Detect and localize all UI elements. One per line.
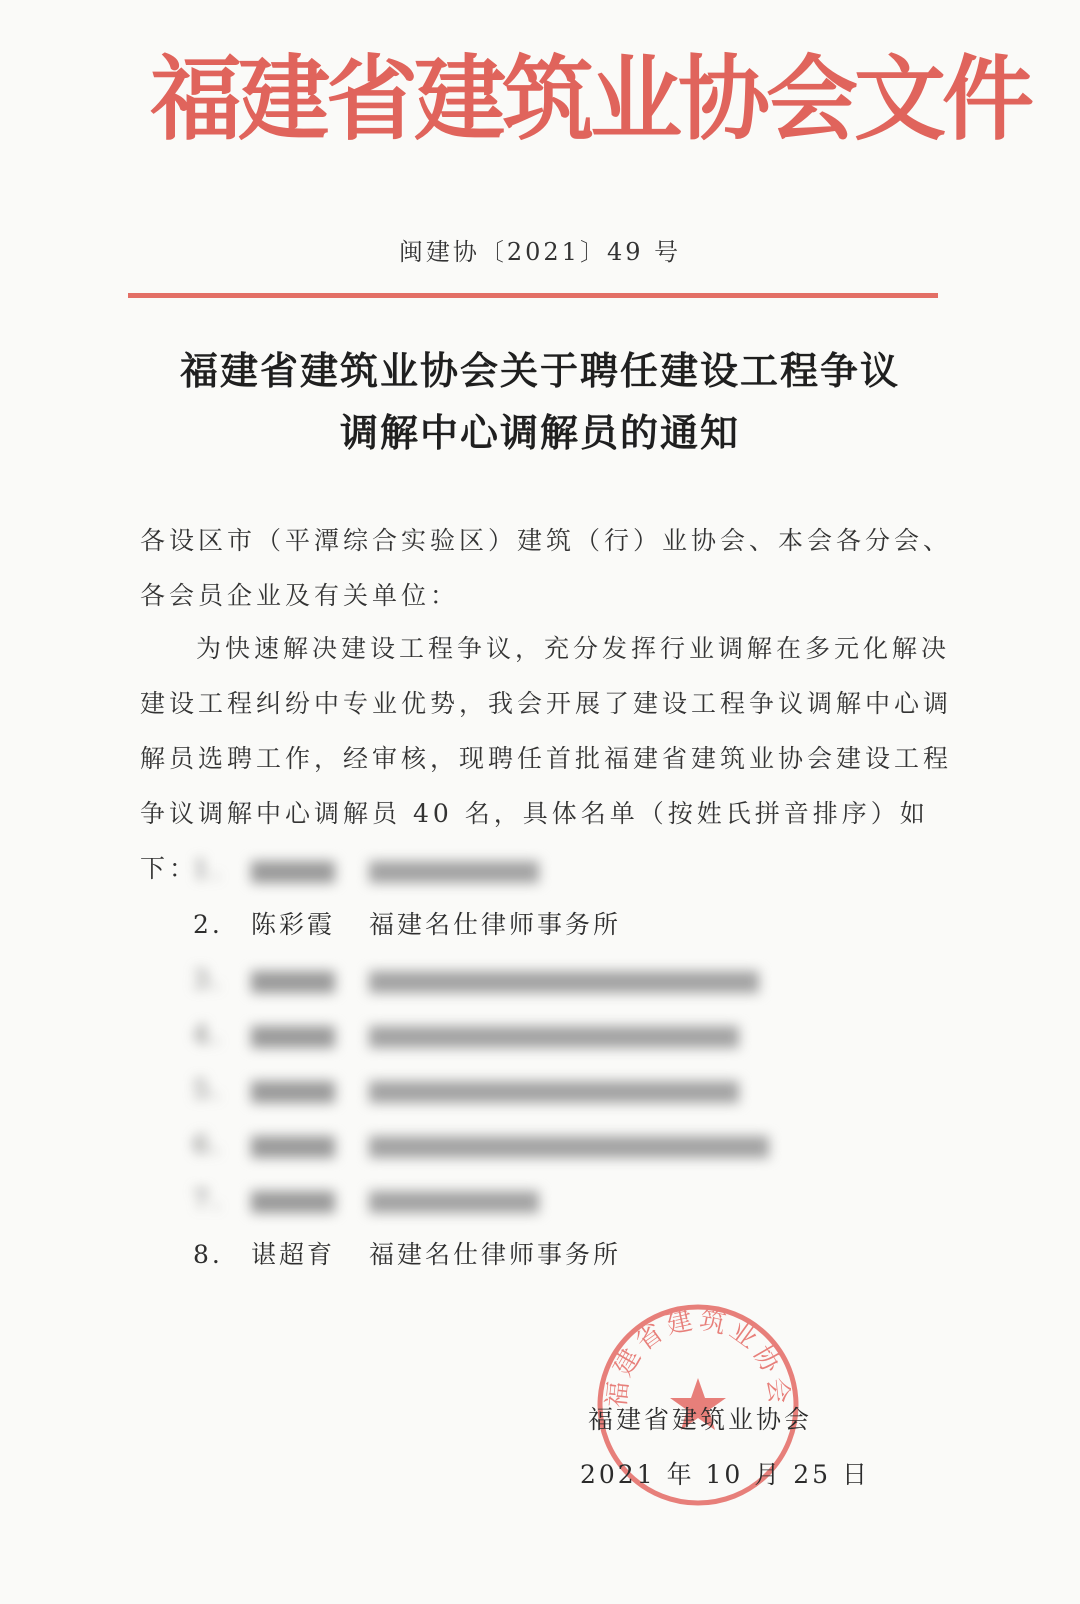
member-org [369, 1172, 539, 1227]
list-item [193, 1172, 893, 1227]
red-divider [128, 293, 938, 298]
member-name: 谌超育 [251, 1240, 336, 1269]
member-org [369, 1007, 739, 1062]
member-list [193, 842, 893, 1282]
list-item [193, 897, 893, 952]
member-org [369, 952, 759, 1007]
member-org [369, 1117, 769, 1172]
document-number: 闽建协〔2021〕49 号 [398, 238, 682, 266]
list-item [193, 1227, 893, 1282]
member-name [251, 1117, 361, 1172]
member-name [251, 952, 361, 1007]
member-name [251, 1007, 361, 1062]
member-org [369, 842, 539, 897]
list-number: 3. [193, 965, 223, 994]
signature-organization: 福建省建筑业协会 [588, 1405, 813, 1434]
body-text: 为快速解决建设工程争议，充分发挥行业调解在多元化解决建设工程纠纷中专业优势，我会开展了建设工程争议调解中心调解员选聘工作，经审核，现聘任首批福建省建筑业协会建设工程争议调解中心调解员 40 名，具体名单（按姓氏拼音排序）如下： [140, 634, 953, 883]
list-item [193, 1117, 893, 1172]
list-item [193, 1007, 893, 1062]
list-number: 4. [193, 1020, 223, 1049]
list-item [193, 1062, 893, 1117]
list-item [193, 952, 893, 1007]
notice-title-line-2: 调解中心调解员的通知 [339, 411, 740, 455]
member-name: 陈彩霞 [251, 910, 336, 939]
list-item [193, 842, 893, 897]
masthead-title: 福建省建筑业协会文件 [150, 46, 1031, 153]
member-org [369, 1062, 739, 1117]
seal-text: 福建省建筑业协会 [601, 1305, 795, 1410]
member-name [251, 1172, 361, 1227]
member-name [251, 842, 361, 897]
member-org: 福建名仕律师事务所 [369, 1240, 622, 1269]
notice-title-line-1: 福建省建筑业协会关于聘任建设工程争议 [179, 349, 900, 393]
list-number: 6. [193, 1130, 223, 1159]
addressee: 各设区市（平潭综合实验区）建筑（行）业协会、本会各分会、各会员企业及有关单位： [140, 526, 953, 610]
member-name [251, 1062, 361, 1117]
list-number: 8. [193, 1240, 223, 1269]
member-org: 福建名仕律师事务所 [369, 910, 622, 939]
signature-date: 2021 年 10 月 25 日 [580, 1460, 870, 1489]
list-number: 5. [193, 1075, 223, 1104]
list-number: 7. [193, 1185, 223, 1214]
list-number: 2. [193, 910, 223, 939]
list-number: 1. [193, 855, 223, 884]
